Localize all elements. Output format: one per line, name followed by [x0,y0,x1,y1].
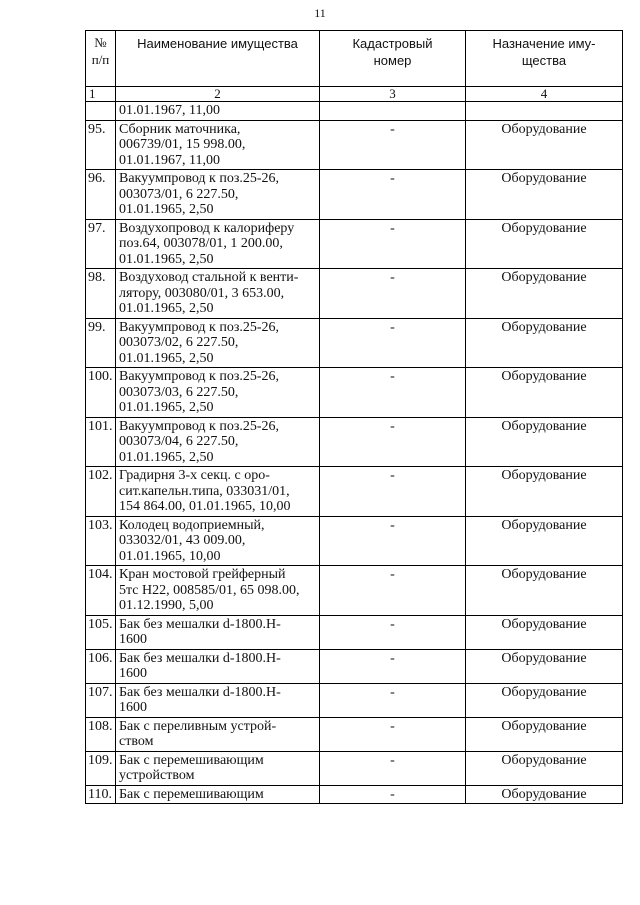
column-index-row [86,87,623,102]
row-purpose: Оборудование [466,318,623,368]
row-purpose: Оборудование [466,467,623,517]
row-number: 98. [86,269,116,319]
row-cadastral: - [320,751,466,785]
column-index-3: 3 [320,87,466,102]
row-cadastral: - [320,516,466,566]
row-number: 106. [86,649,116,683]
row-cadastral: - [320,615,466,649]
row-number: 102. [86,467,116,517]
column-index-4: 4 [466,87,623,102]
row-number: 95. [86,120,116,170]
row-name: Вакуумпровод к поз.25-26, 003073/03, 6 227.50, 01.01.1965, 2,50 [116,368,320,418]
row-name: Бак с перемешивающим [116,785,320,804]
table-row [86,683,623,717]
row-name: Колодец водоприемный, 033032/01, 43 009.00, 01.01.1965, 10,00 [116,516,320,566]
row-number: 109. [86,751,116,785]
row-cadastral: - [320,467,466,517]
row-cadastral: - [320,318,466,368]
row-cadastral: - [320,219,466,269]
row-purpose: Оборудование [466,170,623,220]
row-cadastral: - [320,683,466,717]
row-name: Вакуумпровод к поз.25-26, 003073/04, 6 227.50, 01.01.1965, 2,50 [116,417,320,467]
continuation-row [86,102,623,121]
row-number: 110. [86,785,116,804]
header-cadastral: Кадастровый номер [320,31,466,87]
row-number: 99. [86,318,116,368]
row-number: 104. [86,566,116,616]
table-row [86,467,623,517]
row-name: Воздуховод стальной к венти- лятору, 003080/01, 3 653.00, 01.01.1965, 2,50 [116,269,320,319]
table-row [86,649,623,683]
row-purpose: Оборудование [466,368,623,418]
table-row [86,318,623,368]
row-purpose: Оборудование [466,566,623,616]
row-number: 105. [86,615,116,649]
row-name: Воздухопровод к калориферу поз.64, 003078/01, 1 200.00, 01.01.1965, 2,50 [116,219,320,269]
table-row [86,417,623,467]
table-row [86,717,623,751]
row-name: Бак без мешалки d-1800.H- 1600 [116,649,320,683]
column-index-1: 1 [86,87,116,102]
row-cadastral: - [320,269,466,319]
page-number: 11 [314,6,326,20]
row-name: Вакуумпровод к поз.25-26, 003073/02, 6 227.50, 01.01.1965, 2,50 [116,318,320,368]
continuation-purpose [466,102,623,121]
row-cadastral: - [320,649,466,683]
table-row [86,615,623,649]
row-name: Градирня 3-х секц. с оро- сит.капельн.типа, 033031/01, 154 864.00, 01.01.1965, 10,00 [116,467,320,517]
continuation-name: 01.01.1967, 11,00 [116,102,320,121]
table-header-row [86,31,623,87]
row-purpose: Оборудование [466,717,623,751]
row-name: Сборник маточника, 006739/01, 15 998.00, 01.01.1967, 11,00 [116,120,320,170]
header-name: Наименование имущества [116,31,320,87]
table-row [86,219,623,269]
row-cadastral: - [320,417,466,467]
row-cadastral: - [320,717,466,751]
table-row [86,751,623,785]
row-cadastral: - [320,368,466,418]
header-number: № п/п [86,31,116,87]
header-purpose: Назначение иму- щества [466,31,623,87]
table-row [86,120,623,170]
row-number: 97. [86,219,116,269]
table-row [86,368,623,418]
row-cadastral: - [320,785,466,804]
row-purpose: Оборудование [466,785,623,804]
table-row [86,269,623,319]
continuation-cadastral [320,102,466,121]
continuation-num [86,102,116,121]
table-row [86,516,623,566]
row-name: Кран мостовой грейферный 5тс H22, 008585/01, 65 098.00, 01.12.1990, 5,00 [116,566,320,616]
row-name: Бак с переливным устрой- ством [116,717,320,751]
row-cadastral: - [320,120,466,170]
row-number: 103. [86,516,116,566]
row-purpose: Оборудование [466,120,623,170]
row-purpose: Оборудование [466,751,623,785]
row-name: Бак с перемешивающим устройством [116,751,320,785]
table-row [86,170,623,220]
property-table [85,30,623,804]
row-purpose: Оборудование [466,615,623,649]
table-row [86,785,623,804]
row-purpose: Оборудование [466,417,623,467]
row-number: 100. [86,368,116,418]
row-purpose: Оборудование [466,269,623,319]
row-number: 101. [86,417,116,467]
column-index-2: 2 [116,87,320,102]
row-number: 108. [86,717,116,751]
row-purpose: Оборудование [466,219,623,269]
row-purpose: Оборудование [466,649,623,683]
row-name: Бак без мешалки d-1800.H- 1600 [116,615,320,649]
row-number: 96. [86,170,116,220]
row-number: 107. [86,683,116,717]
row-purpose: Оборудование [466,516,623,566]
row-name: Вакуумпровод к поз.25-26, 003073/01, 6 227.50, 01.01.1965, 2,50 [116,170,320,220]
table-row [86,566,623,616]
row-purpose: Оборудование [466,683,623,717]
row-name: Бак без мешалки d-1800.H- 1600 [116,683,320,717]
row-cadastral: - [320,566,466,616]
row-cadastral: - [320,170,466,220]
